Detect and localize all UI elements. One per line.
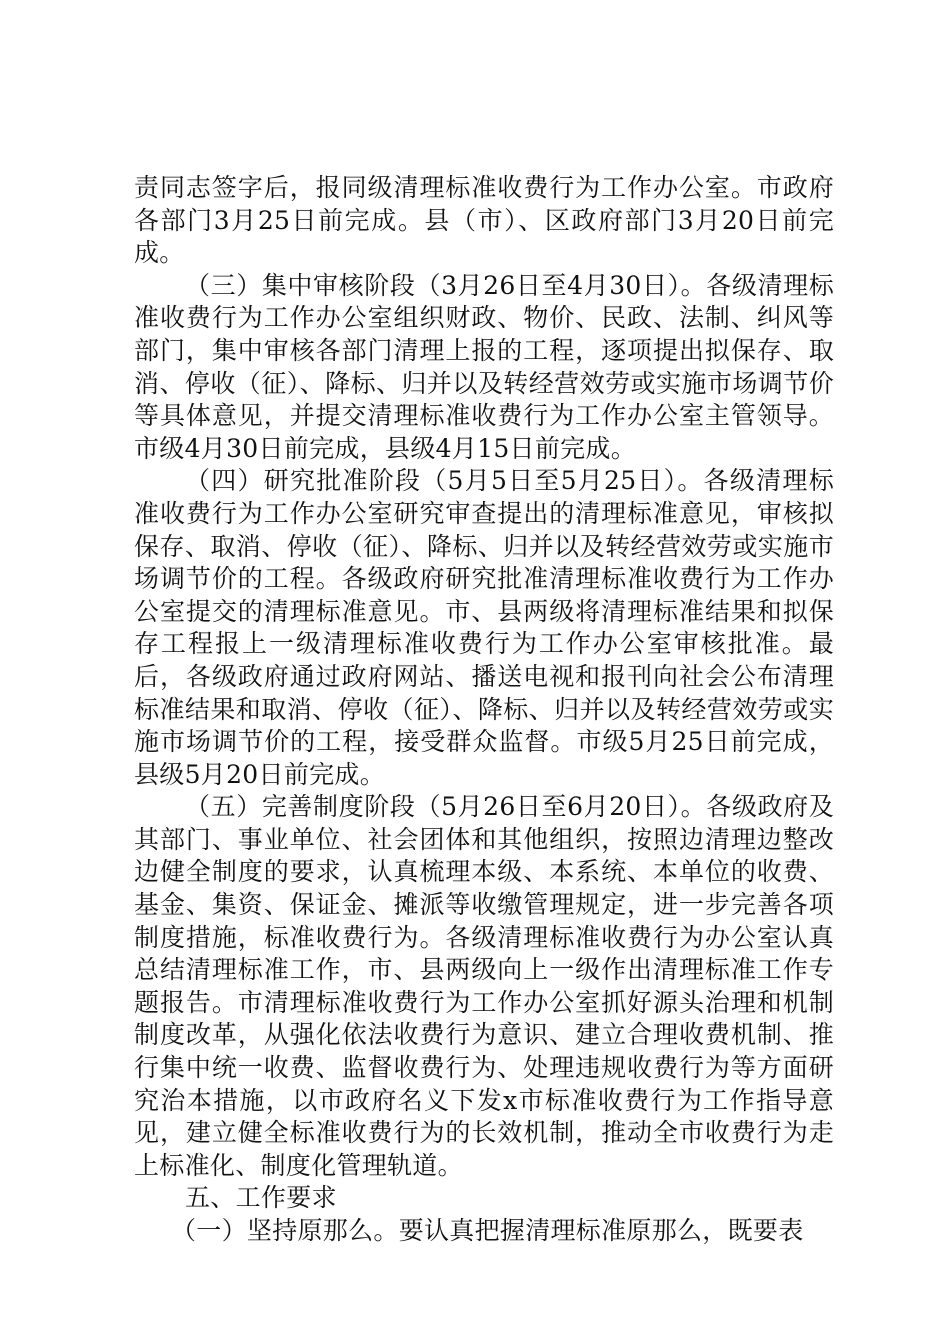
section-heading-work-requirements: 五、工作要求 [185,1183,337,1213]
paragraph-stage-four: （四）研究批准阶段（5月5日至5月25日）。各级清理标准收费行为工作办公室研究审查提出的清理标准意见，审核拟保存、取消、停收（征）、降标、归并以及转经营效劳或实施市场调节价的工程。各级政府研究批准清理标准收费行为工作办公室提交的清理标准意见。市、县两级将清理标准结果和拟保存工程报上一级清理标准收费行为工作办公室审核批准。最后，各级政府通过政府网站、播送电视和报刊向社会公布清理标准结果和取消、停收（征）、降标、归并以及转经营效劳或实施市场调节价的工程，接受群众监督。市级5月25日前完成，县级5月20日前完成。 [134,466,834,789]
paragraph-stage-three: （三）集中审核阶段（3月26日至4月30日）。各级清理标准收费行为工作办公室组织财政、物价、民政、法制、纠风等部门，集中审核各部门清理上报的工程，逐项提出拟保存、取消、停收（征）、降标、归并以及转经营效劳或实施市场调节价等具体意见，并提交清理标准收费行为工作办公室主管领导。市级4月30日前完成，县级4月15日前完成。 [134,270,834,463]
paragraph-continuation: 责同志签字后，报同级清理标准收费行为工作办公室。市政府各部门3月25日前完成。县（市）、区政府部门3月20日前完成。 [134,173,834,268]
paragraph-principle: （一）坚持原那么。要认真把握清理标准原那么，既要表 [171,1216,804,1245]
paragraph-stage-five: （五）完善制度阶段（5月26日至6月20日）。各级政府及其部门、事业单位、社会团体和其他组织，按照边清理边整改边健全制度的要求，认真梳理本级、本系统、本单位的收费、基金、集资、保证金、摊派等收缴管理规定，进一步完善各项制度措施，标准收费行为。各级清理标准收费行为办公室认真总结清理标准工作，市、县两级向上一级作出清理标准工作专题报告。市清理标准收费行为工作办公室抓好源头治理和机制制度改革，从强化依法收费行为意识、建立合理收费机制、推行集中统一收费、监督收费行为、处理违规收费行为等方面研究治本措施，以市政府名义下发x市标准收费行为工作指导意见，建立健全标准收费行为的长效机制，推动全市收费行为走上标准化、制度化管理轨道。 [134,792,834,1180]
document-body [134,172,834,1248]
